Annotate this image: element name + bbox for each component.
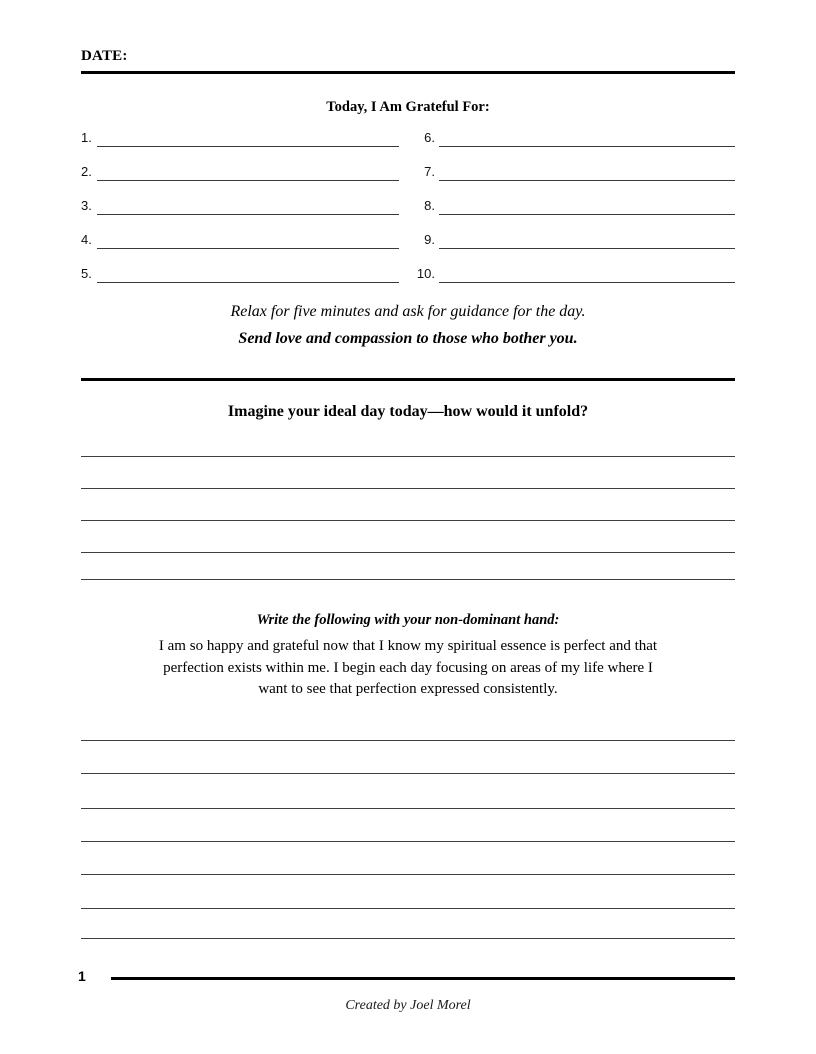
affirmation-text: I am so happy and grateful now that I know my spiritual essence is perfect and that perfection exists within me. I begin each day focusing on areas of my life where I want to see that perfection expressed consistently. (158, 638, 658, 697)
gratitude-row[interactable] (81, 261, 399, 283)
gratitude-row[interactable] (81, 193, 399, 215)
gratitude-number: 2. (81, 164, 92, 179)
non-dominant-write-line[interactable] (81, 908, 735, 909)
gratitude-number: 1. (81, 130, 92, 145)
footer-rule (111, 977, 735, 980)
gratitude-write-line[interactable] (97, 146, 399, 147)
non-dominant-write-line[interactable] (81, 808, 735, 809)
gratitude-row[interactable] (399, 193, 735, 215)
guidance-line-2: Send love and compassion to those who bother you. (238, 330, 578, 347)
section-divider-rule (81, 378, 735, 381)
gratitude-write-line[interactable] (439, 282, 735, 283)
gratitude-number: 4. (81, 232, 92, 247)
ideal-day-write-line[interactable] (81, 552, 735, 553)
gratitude-row[interactable] (81, 227, 399, 249)
guidance-line-1: Relax for five minutes and ask for guidance for the day. (230, 303, 586, 320)
gratitude-write-line[interactable] (97, 180, 399, 181)
gratitude-row[interactable] (81, 125, 399, 147)
gratitude-number: 7. (424, 164, 435, 179)
gratitude-number: 6. (424, 130, 435, 145)
ideal-day-write-line[interactable] (81, 520, 735, 521)
ideal-day-write-line[interactable] (81, 488, 735, 489)
credit-line: Created by Joel Morel (345, 998, 471, 1013)
non-dominant-heading: Write the following with your non-dominant hand: (256, 612, 560, 628)
date-rule (81, 71, 735, 74)
gratitude-heading: Today, I Am Grateful For: (326, 99, 490, 115)
gratitude-write-line[interactable] (439, 180, 735, 181)
page-number: 1 (78, 968, 86, 984)
non-dominant-write-line[interactable] (81, 938, 735, 939)
gratitude-row[interactable] (399, 227, 735, 249)
gratitude-write-line[interactable] (439, 214, 735, 215)
gratitude-write-line[interactable] (97, 282, 399, 283)
gratitude-write-line[interactable] (97, 214, 399, 215)
ideal-day-write-line[interactable] (81, 456, 735, 457)
non-dominant-write-line[interactable] (81, 874, 735, 875)
gratitude-write-line[interactable] (97, 248, 399, 249)
non-dominant-write-line[interactable] (81, 773, 735, 774)
gratitude-row[interactable] (399, 159, 735, 181)
ideal-day-write-line[interactable] (81, 579, 735, 580)
non-dominant-write-line[interactable] (81, 740, 735, 741)
gratitude-row[interactable] (399, 125, 735, 147)
ideal-day-heading: Imagine your ideal day today—how would it unfold? (227, 403, 589, 420)
gratitude-write-line[interactable] (439, 146, 735, 147)
gratitude-number: 10. (416, 266, 435, 281)
gratitude-row[interactable] (81, 159, 399, 181)
gratitude-number: 9. (424, 232, 435, 247)
gratitude-number: 5. (81, 266, 92, 281)
gratitude-row[interactable] (399, 261, 735, 283)
non-dominant-write-line[interactable] (81, 841, 735, 842)
gratitude-write-line[interactable] (439, 248, 735, 249)
gratitude-number: 8. (424, 198, 435, 213)
date-label: DATE: (81, 48, 128, 64)
gratitude-number: 3. (81, 198, 92, 213)
